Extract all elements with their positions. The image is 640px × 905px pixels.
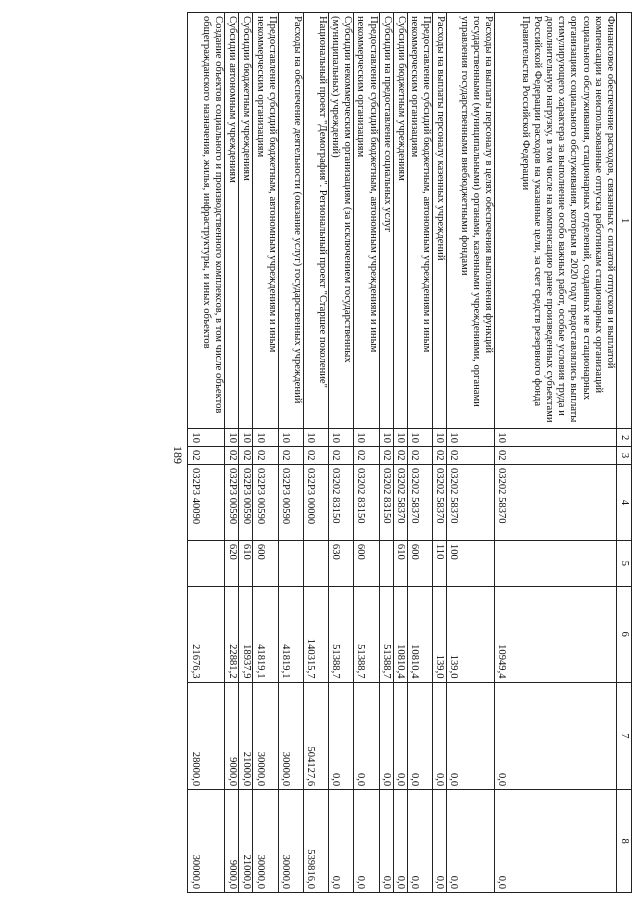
table-row bbox=[407, 13, 432, 893]
target-article-code: 032P3 40090 bbox=[188, 464, 225, 540]
row-name: Субсидии бюджетным учреждениям bbox=[239, 13, 253, 429]
row-name: Субсидии некоммерческим организациям (за исключением государственных (муниципальных) учреждений) bbox=[328, 13, 353, 429]
row-name: Субсидии бюджетным учреждениям bbox=[393, 13, 407, 429]
amount-2021: 0,0 bbox=[407, 682, 432, 790]
amount-2021: 0,0 bbox=[433, 682, 447, 790]
table-row bbox=[303, 13, 328, 893]
target-article-code: 03202 58370 bbox=[433, 464, 447, 540]
section-code: 10 bbox=[253, 429, 278, 447]
subsection-code: 02 bbox=[225, 447, 239, 465]
subsection-code: 02 bbox=[393, 447, 407, 465]
table-row bbox=[447, 13, 495, 893]
amount-2021: 28000,0 bbox=[188, 682, 225, 790]
section-code: 10 bbox=[239, 429, 253, 447]
amount-2020: 139,0 bbox=[433, 586, 447, 682]
table-row bbox=[225, 13, 239, 893]
column-number: 6 bbox=[617, 586, 632, 682]
section-code: 10 bbox=[278, 429, 303, 447]
amount-2020: 10810,4 bbox=[407, 586, 432, 682]
row-name: Создание объектов социального и производственного комплексов, в том числе объектов общегражданского назначения, жилья, инфраструктуры, и иных объектов bbox=[188, 13, 225, 429]
target-article-code: 03202 83150 bbox=[354, 464, 379, 540]
column-number-row bbox=[617, 13, 632, 893]
amount-2022: 539816,0 bbox=[303, 790, 328, 893]
amount-2020: 21676,3 bbox=[188, 586, 225, 682]
amount-2022: 9000,0 bbox=[225, 790, 239, 893]
subsection-code: 02 bbox=[354, 447, 379, 465]
expense-type-code: 610 bbox=[393, 540, 407, 586]
amount-2021: 30000,0 bbox=[278, 682, 303, 790]
section-code: 10 bbox=[303, 429, 328, 447]
amount-2022: 0,0 bbox=[393, 790, 407, 893]
subsection-code: 02 bbox=[379, 447, 393, 465]
expense-type-code: 110 bbox=[433, 540, 447, 586]
amount-2022: 0,0 bbox=[379, 790, 393, 893]
expense-type-code bbox=[278, 540, 303, 586]
expense-type-code: 630 bbox=[328, 540, 353, 586]
column-number: 8 bbox=[617, 790, 632, 893]
target-article-code: 032P3 00590 bbox=[225, 464, 239, 540]
table-row bbox=[495, 13, 617, 893]
expense-type-code: 610 bbox=[239, 540, 253, 586]
amount-2021: 0,0 bbox=[379, 682, 393, 790]
row-name: Субсидии автономным учреждениям bbox=[225, 13, 239, 429]
row-name: Расходы на выплаты персоналу казенных учреждений bbox=[433, 13, 447, 429]
amount-2020: 22881,2 bbox=[225, 586, 239, 682]
column-number: 3 bbox=[617, 447, 632, 465]
target-article-code: 03202 58370 bbox=[495, 464, 617, 540]
row-name: Субсидии на предоставление социальных услуг bbox=[379, 13, 393, 429]
amount-2022: 30000,0 bbox=[188, 790, 225, 893]
amount-2022: 0,0 bbox=[354, 790, 379, 893]
subsection-code: 02 bbox=[447, 447, 495, 465]
amount-2020: 10949,4 bbox=[495, 586, 617, 682]
expense-type-code: 600 bbox=[407, 540, 432, 586]
target-article-code: 03202 58370 bbox=[447, 464, 495, 540]
target-article-code: 032P3 00590 bbox=[239, 464, 253, 540]
column-number: 2 bbox=[617, 429, 632, 447]
amount-2022: 21000,0 bbox=[239, 790, 253, 893]
expense-type-code: 600 bbox=[354, 540, 379, 586]
section-code: 10 bbox=[225, 429, 239, 447]
target-article-code: 03202 58370 bbox=[393, 464, 407, 540]
section-code: 10 bbox=[188, 429, 225, 447]
amount-2022: 30000,0 bbox=[253, 790, 278, 893]
target-article-code: 03202 83150 bbox=[379, 464, 393, 540]
amount-2022: 0,0 bbox=[495, 790, 617, 893]
page-number: 189 bbox=[171, 446, 185, 464]
subsection-code: 02 bbox=[328, 447, 353, 465]
expense-type-code bbox=[495, 540, 617, 586]
table-row bbox=[393, 13, 407, 893]
row-name: Предоставление субсидий бюджетным, автономным учреждениям и иным некоммерческим организациям bbox=[253, 13, 278, 429]
table-row bbox=[253, 13, 278, 893]
target-article-code: 032P3 00590 bbox=[278, 464, 303, 540]
amount-2021: 504127,6 bbox=[303, 682, 328, 790]
table-row bbox=[239, 13, 253, 893]
target-article-code: 03202 58370 bbox=[407, 464, 432, 540]
row-name: Национальный проект "Демография". Региональный проект "Старшее поколение" bbox=[303, 13, 328, 429]
section-code: 10 bbox=[433, 429, 447, 447]
section-code: 10 bbox=[379, 429, 393, 447]
section-code: 10 bbox=[328, 429, 353, 447]
section-code: 10 bbox=[354, 429, 379, 447]
amount-2021: 30000,0 bbox=[253, 682, 278, 790]
table-row bbox=[379, 13, 393, 893]
amount-2022: 30000,0 bbox=[278, 790, 303, 893]
column-number: 1 bbox=[617, 13, 632, 429]
subsection-code: 02 bbox=[495, 447, 617, 465]
amount-2020: 10810,4 bbox=[393, 586, 407, 682]
amount-2020: 51388,7 bbox=[328, 586, 353, 682]
subsection-code: 02 bbox=[407, 447, 432, 465]
column-number: 4 bbox=[617, 464, 632, 540]
subsection-code: 02 bbox=[188, 447, 225, 465]
row-name: Предоставление субсидий бюджетным, автономным учреждениям и иным некоммерческим организациям bbox=[407, 13, 432, 429]
amount-2021: 0,0 bbox=[354, 682, 379, 790]
row-name: Предоставление субсидий бюджетным, автономным учреждениям и иным некоммерческим организациям bbox=[354, 13, 379, 429]
amount-2021: 0,0 bbox=[447, 682, 495, 790]
table-row bbox=[354, 13, 379, 893]
row-name: Расходы на выплаты персоналу в целях обеспечения выполнения функций государственными (муниципальными) органами, казенными учреждениями, органами управления государственными внебюджетными фондами bbox=[447, 13, 495, 429]
section-code: 10 bbox=[495, 429, 617, 447]
amount-2021: 9000,0 bbox=[225, 682, 239, 790]
subsection-code: 02 bbox=[278, 447, 303, 465]
subsection-code: 02 bbox=[239, 447, 253, 465]
row-name: Финансовое обеспечение расходов, связанных с оплатой отпусков и выплатой компенсации за неиспользованные отпуска работникам стационарных организаций социального обслуживания, стационарных отделений, созданных не в стационарных организациях социального обслуживания, которым в 2020 году предоставлялись выплаты стимулирующего характера за выполнение особо важных работ, особые условия труда и дополнительную нагрузку, в том числе на компенсацию ранее произведенных субъектами Российской Федерации расходов на указанные цели, за счет средств резервного фонда Правительства Российской Федерации bbox=[495, 13, 617, 429]
table-row bbox=[328, 13, 353, 893]
section-code: 10 bbox=[393, 429, 407, 447]
expense-type-code bbox=[188, 540, 225, 586]
expense-type-code: 600 bbox=[253, 540, 278, 586]
table-row bbox=[278, 13, 303, 893]
amount-2022: 0,0 bbox=[433, 790, 447, 893]
amount-2020: 139,0 bbox=[447, 586, 495, 682]
expense-type-code: 100 bbox=[447, 540, 495, 586]
section-code: 10 bbox=[407, 429, 432, 447]
amount-2021: 0,0 bbox=[393, 682, 407, 790]
amount-2020: 18937,9 bbox=[239, 586, 253, 682]
table-row bbox=[188, 13, 225, 893]
subsection-code: 02 bbox=[253, 447, 278, 465]
amount-2021: 0,0 bbox=[495, 682, 617, 790]
amount-2020: 140315,7 bbox=[303, 586, 328, 682]
target-article-code: 032P3 00590 bbox=[253, 464, 278, 540]
column-number: 5 bbox=[617, 540, 632, 586]
amount-2022: 0,0 bbox=[407, 790, 432, 893]
subsection-code: 02 bbox=[303, 447, 328, 465]
expense-type-code: 620 bbox=[225, 540, 239, 586]
amount-2020: 41819,1 bbox=[278, 586, 303, 682]
target-article-code: 032P3 00000 bbox=[303, 464, 328, 540]
amount-2020: 51388,7 bbox=[379, 586, 393, 682]
section-code: 10 bbox=[447, 429, 495, 447]
amount-2022: 0,0 bbox=[328, 790, 353, 893]
amount-2021: 21000,0 bbox=[239, 682, 253, 790]
budget-table bbox=[187, 12, 632, 893]
amount-2020: 51388,7 bbox=[354, 586, 379, 682]
expense-type-code bbox=[303, 540, 328, 586]
subsection-code: 02 bbox=[433, 447, 447, 465]
table-row bbox=[433, 13, 447, 893]
column-number: 7 bbox=[617, 682, 632, 790]
amount-2021: 0,0 bbox=[328, 682, 353, 790]
amount-2020: 41819,1 bbox=[253, 586, 278, 682]
target-article-code: 03202 83150 bbox=[328, 464, 353, 540]
amount-2022: 0,0 bbox=[447, 790, 495, 893]
row-name: Расходы на обеспечение деятельности (оказание услуг) государственных учреждений bbox=[278, 13, 303, 429]
expense-type-code bbox=[379, 540, 393, 586]
